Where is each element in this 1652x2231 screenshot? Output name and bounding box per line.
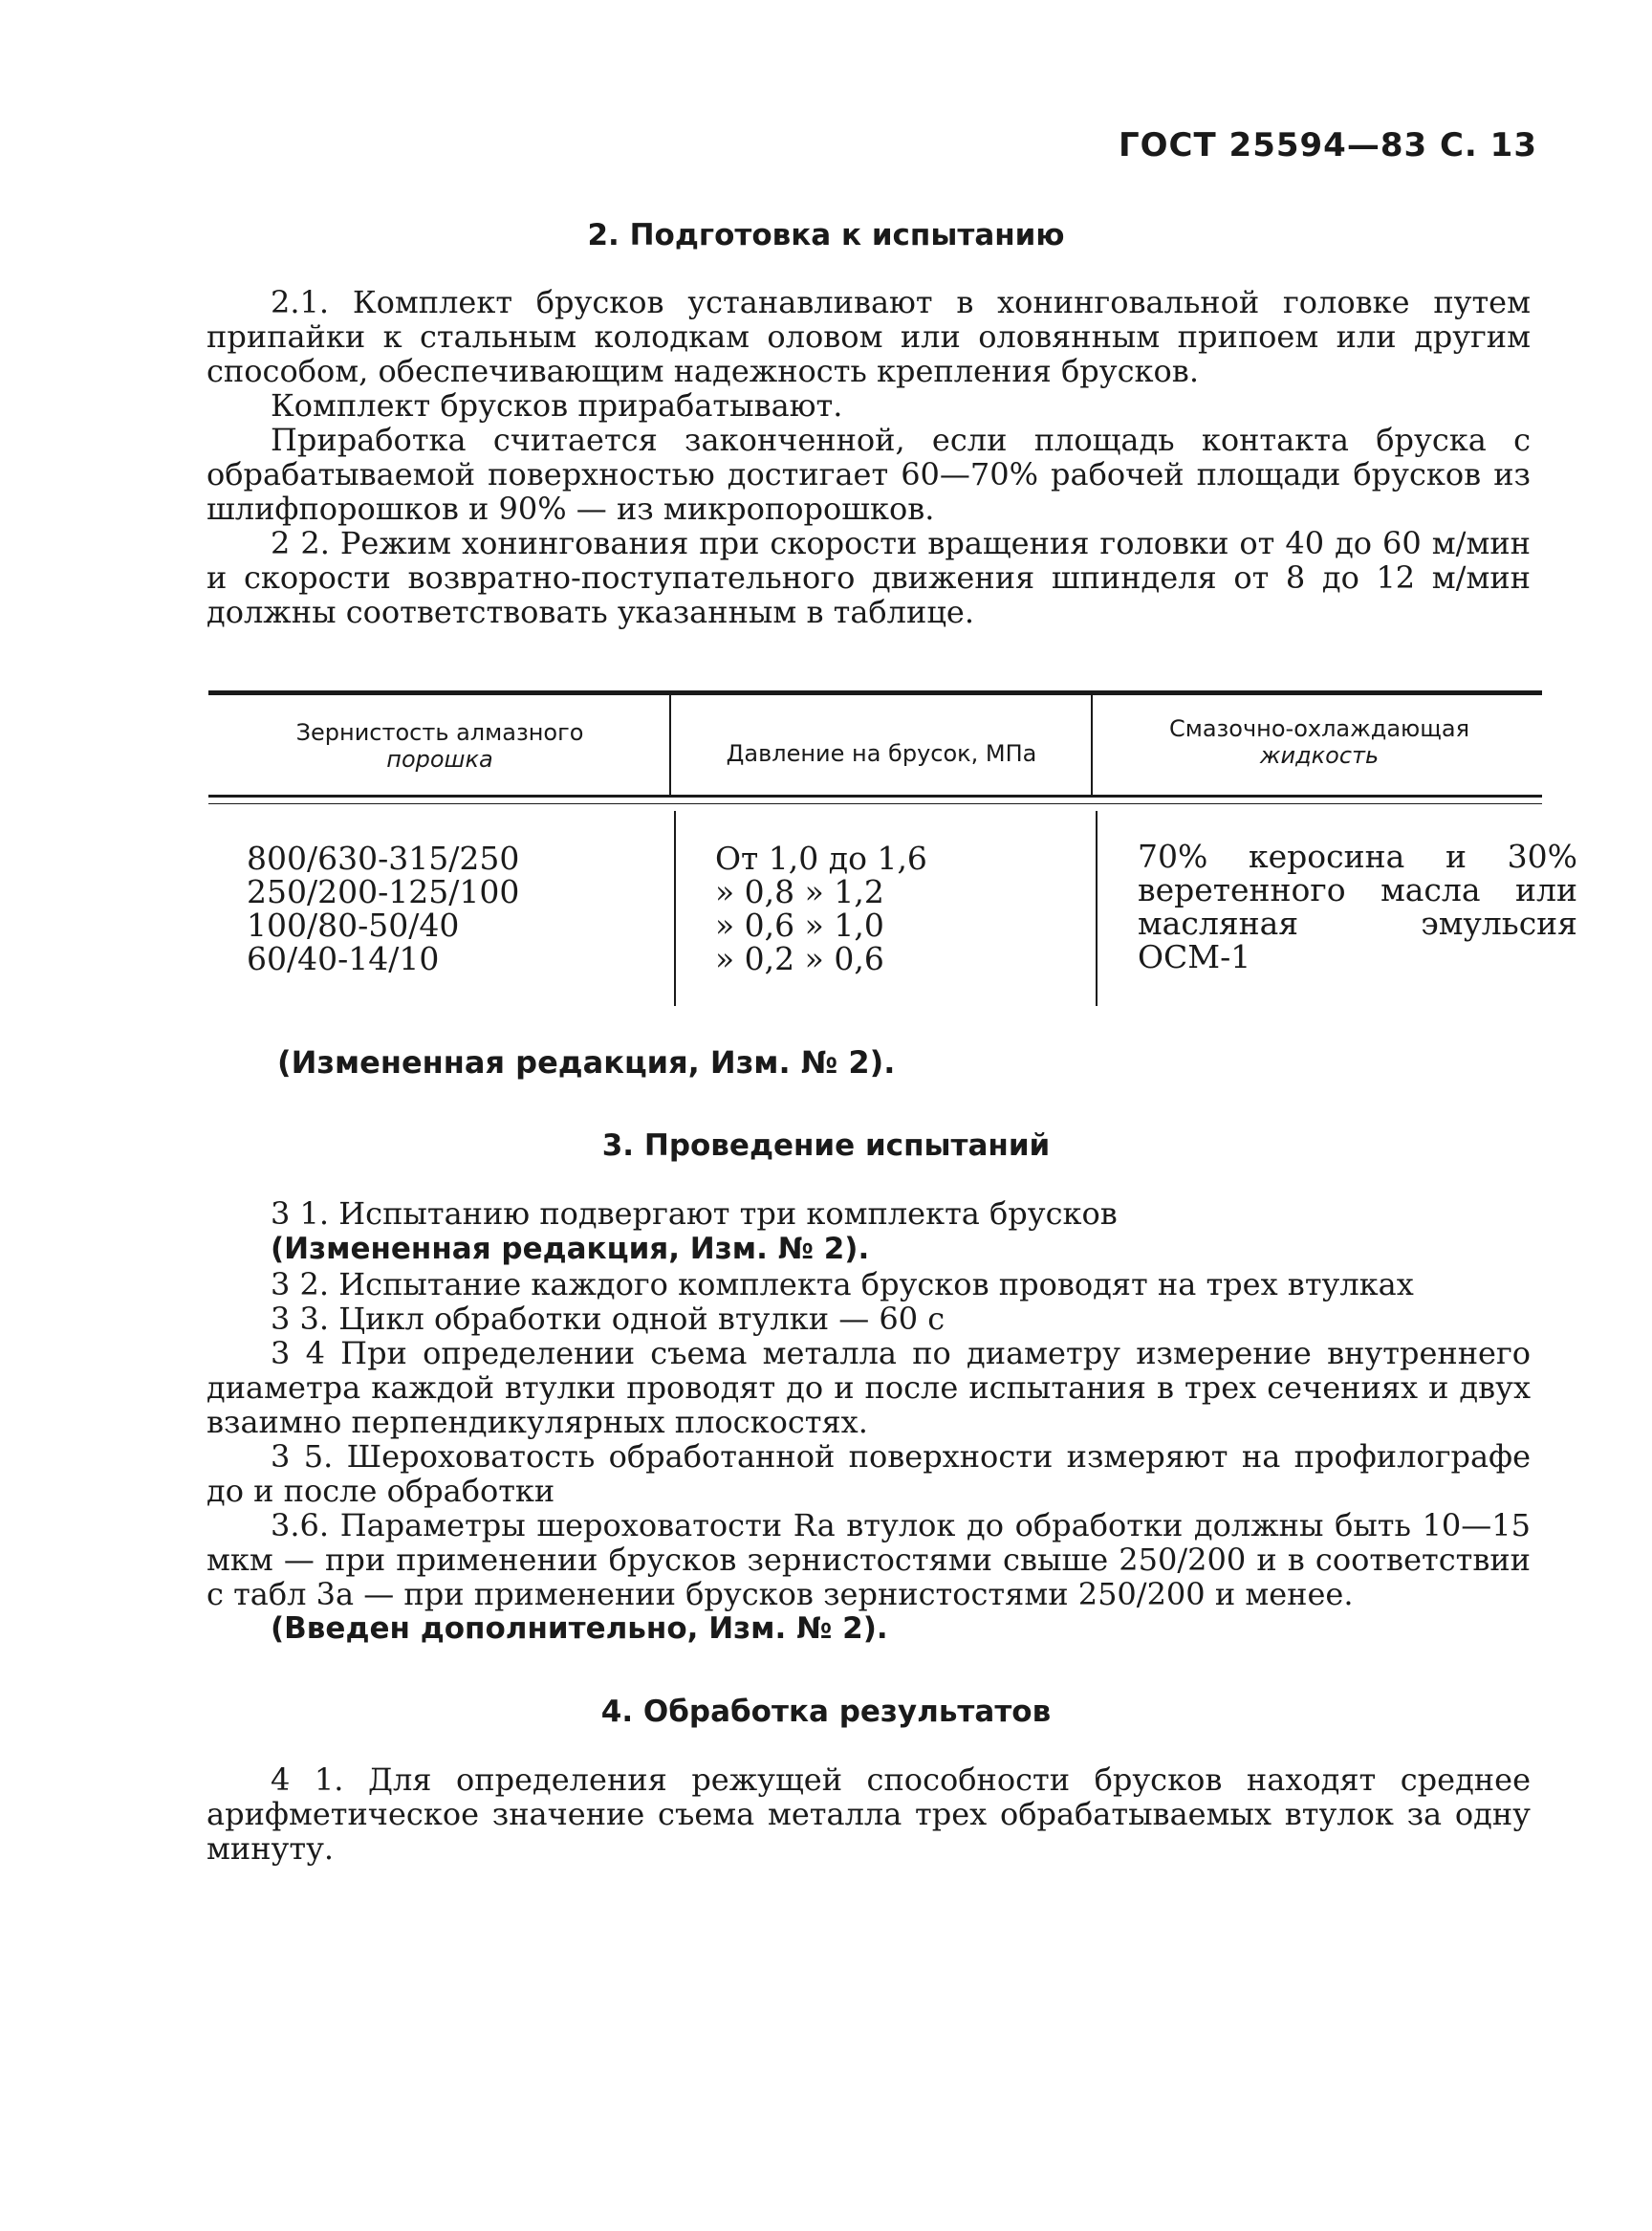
- paragraph-2-2: 2 2. Режим хонингования при скорости вращения головки от 40 до 60 м/мин и скорости возвратно-поступательного движения шпинделя от 8 до 12 м/мин должны соответствовать указанным в таблице.: [206, 525, 1531, 630]
- table-top-rule: [208, 690, 1542, 695]
- table-header-coolant: Смазочно-охлаждающая жидкость: [1168, 715, 1470, 769]
- table-cell: 250/200-125/100: [247, 873, 520, 910]
- table-header-grain: Зернистость алмазного порошка: [295, 719, 584, 773]
- paragraph-2-1: 2.1. Комплект брусков устанавливают в хонинговальной головке путем припайки к стальным колодкам оловом или оловянным припоем или другим способом, обеспечивающим надежность крепления брусков.: [206, 284, 1531, 389]
- paragraph-2-1-b: Комплект брусков прирабатывают.: [271, 387, 843, 424]
- table-col-coolant: 70% керосина и 30% веретенного масла или масляная эмульсия ОСМ-1: [1138, 838, 1577, 975]
- running-head: ГОСТ 25594—83 С. 13: [1118, 126, 1537, 164]
- amendment-note-1: (Измененная редакция, Изм. № 2).: [277, 1044, 896, 1081]
- section-2-title: 2. Подготовка к испытанию: [587, 218, 1065, 252]
- paragraph-3-4: 3 4 При определении съема металла по диаметру измерение внутреннего диаметра каждой втулки проводят до и после испытания в трех сечениях и двух взаимно перпендикулярных плоскостях.: [206, 1335, 1531, 1440]
- table-col-pressure: [715, 842, 927, 975]
- table-col-divider-2-head: [1091, 695, 1093, 795]
- table-header-pressure: Давление на брусок, МПа: [726, 740, 1037, 767]
- table-cell: » 0,6 » 1,0: [715, 907, 884, 944]
- table-cell: 800/630-315/250: [247, 840, 520, 877]
- table-col-divider-1-head: [669, 695, 671, 795]
- table-header-rule: [208, 795, 1542, 798]
- section-3-title: 3. Проведение испытаний: [601, 1128, 1051, 1163]
- paragraph-3-1-note: (Измененная редакция, Изм. № 2).: [271, 1232, 870, 1266]
- paragraph-2-1-c: Приработка считается законченной, если площадь контакта бруска с обрабатываемой поверхностью достигает 60—70% рабочей площади брусков из шлифпорошков и 90% — из микропорошков.: [206, 422, 1531, 527]
- table-cell: 60/40-14/10: [247, 940, 440, 977]
- table-col-divider-2-body: [1096, 811, 1098, 1006]
- table-cell: 100/80-50/40: [247, 907, 460, 944]
- table-col-divider-1-body: [674, 811, 676, 1006]
- paragraph-3-3: 3 3. Цикл обработки одной втулки — 60 с: [271, 1301, 946, 1337]
- paragraph-3-5: 3 5. Шероховатость обработанной поверхности измеряют на профилографе до и после обработки: [206, 1438, 1531, 1509]
- table-col-grain: [247, 842, 519, 975]
- table-cell: » 0,8 » 1,2: [715, 873, 884, 910]
- table-header-rule-thin: [208, 803, 1542, 804]
- paragraph-3-1: 3 1. Испытанию подвергают три комплекта брусков: [271, 1195, 1118, 1232]
- paragraph-3-6-note: (Введен дополнительно, Изм. № 2).: [271, 1611, 888, 1646]
- section-4-title: 4. Обработка результатов: [600, 1695, 1052, 1729]
- table-cell: От 1,0 до 1,6: [715, 840, 927, 877]
- paragraph-3-6: 3.6. Параметры шероховатости Ra втулок до обработки должны быть 10—15 мкм — при применении брусков зернистостями свыше 250/200 и в соответствии с табл 3а — при применении брусков зернистостями 250/200 и менее.: [206, 1507, 1531, 1612]
- paragraph-3-2: 3 2. Испытание каждого комплекта брусков проводят на трех втулках: [271, 1266, 1414, 1302]
- table-cell: » 0,2 » 0,6: [715, 940, 884, 977]
- paragraph-4-1: 4 1. Для определения режущей способности брусков находят среднее арифметическое значение съема металла трех обрабатываемых втулок за одну минуту.: [206, 1761, 1531, 1867]
